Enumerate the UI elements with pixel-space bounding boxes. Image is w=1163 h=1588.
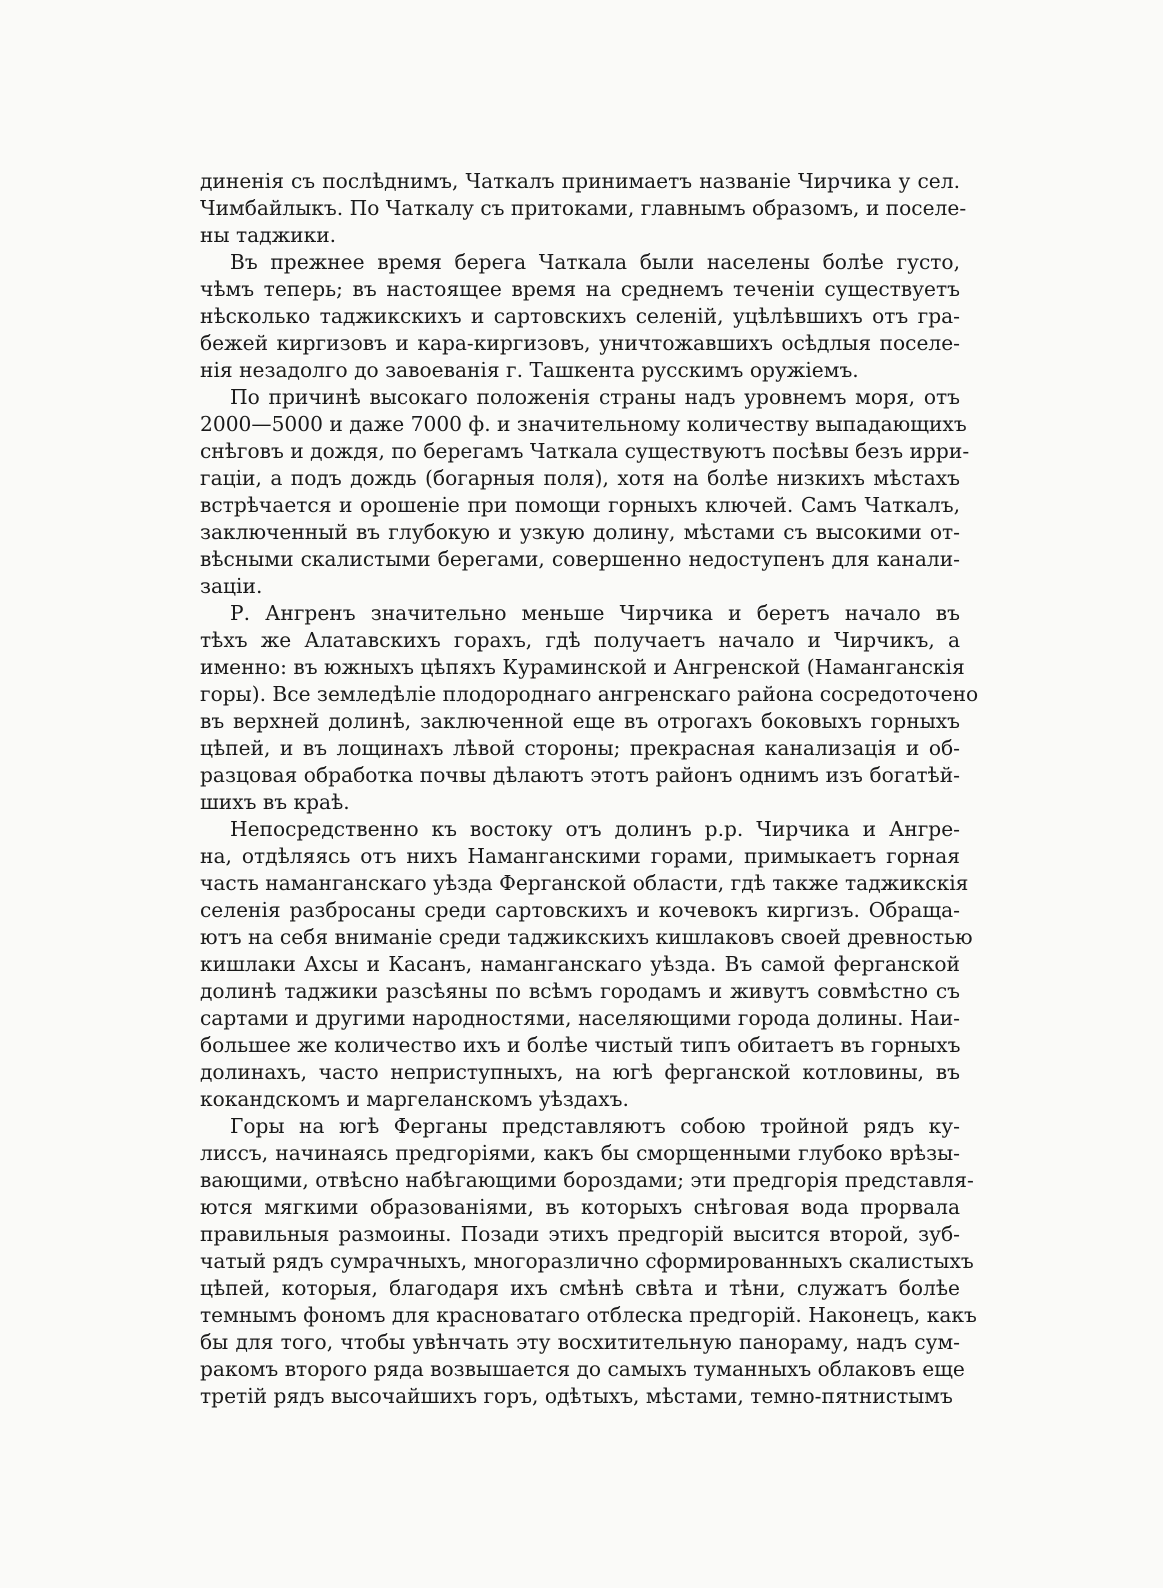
text-line: нѣсколько таджикскихъ и сартовскихъ селеній, уцѣлѣвшихъ отъ гра-: [200, 304, 960, 328]
text-line: Чимбайлыкъ. По Чаткалу съ притоками, главнымъ образомъ, и поселе-: [200, 196, 967, 220]
text-line: ютъ на себя вниманіе среди таджикскихъ кишлаковъ своей древностью: [200, 925, 973, 949]
text-line: ются мягкими образованіями, въ которыхъ снѣговая вода прорвала: [200, 1195, 960, 1219]
text-line: большее же количество ихъ и болѣе чистый типъ обитаетъ въ горныхъ: [200, 1033, 961, 1057]
text-line: гаціи, а подъ дождь (богарныя поля), хотя на болѣе низкихъ мѣстахъ: [200, 466, 960, 490]
text-line: часть наманганскаго уѣзда Ферганской области, гдѣ также таджикскія: [200, 871, 969, 895]
text-line: Непосредственно къ востоку отъ долинъ р.р. Чирчика и Ангре-: [230, 817, 960, 841]
text-line: чатый рядъ сумрачныхъ, многоразлично сформированныхъ скалистыхъ: [200, 1249, 974, 1273]
text-line: снѣговъ и дождя, по берегамъ Чаткала существуютъ посѣвы безъ ирри-: [200, 439, 970, 463]
text-line: Въ прежнее время берега Чаткала были населены болѣе густо,: [230, 250, 960, 274]
text-line: ны таджики.: [200, 223, 337, 247]
paragraph: [200, 1113, 977, 1410]
text-line: кокандскомъ и маргеланскомъ уѣздахъ.: [200, 1087, 629, 1111]
text-line: вающими, отвѣсно набѣгающими бороздами; эти предгорія представля-: [200, 1168, 974, 1192]
text-line: Горы на югѣ Ферганы представляютъ собою тройной рядъ ку-: [230, 1114, 960, 1138]
text-line: горы). Все земледѣліе плодороднаго ангренскаго района сосредоточено: [200, 682, 979, 706]
paragraph: [200, 600, 979, 816]
text-line: ракомъ второго ряда возвышается до самыхъ туманныхъ облаковъ еще: [200, 1357, 965, 1381]
text-line: кишлаки Ахсы и Касанъ, наманганскаго уѣзда. Въ самой ферганской: [200, 952, 960, 976]
text-line: цѣпей, и въ лощинахъ лѣвой стороны; прекрасная канализація и об-: [200, 736, 960, 760]
paragraph: [200, 168, 967, 249]
text-line: тѣхъ же Алатавскихъ горахъ, гдѣ получаетъ начало и Чирчикъ, а: [200, 628, 960, 652]
text-line: бежей киргизовъ и кара-киргизовъ, уничтожавшихъ осѣдлыя поселе-: [200, 331, 960, 355]
text-line: лиссъ, начинаясь предгоріями, какъ бы сморщенными глубоко врѣзы-: [200, 1141, 960, 1165]
text-line: встрѣчается и орошеніе при помощи горныхъ ключей. Самъ Чаткалъ,: [200, 493, 960, 517]
text-line: долинахъ, часто неприступныхъ, на югѣ ферганской котловины, въ: [200, 1060, 960, 1084]
text-line: селенія разбросаны среди сартовскихъ и кочевокъ киргизъ. Обраща-: [200, 898, 960, 922]
text-line: чѣмъ теперь; въ настоящее время на среднемъ теченіи существуетъ: [200, 277, 960, 301]
text-line: нія незадолго до завоеванія г. Ташкента русскимъ оружіемъ.: [200, 358, 859, 382]
text-line: По причинѣ высокаго положенія страны надъ уровнемъ моря, отъ: [230, 385, 960, 409]
paragraph: [200, 384, 970, 600]
text-line: третій рядъ высочайшихъ горъ, одѣтыхъ, мѣстами, темно-пятнистымъ: [200, 1384, 953, 1408]
text-line: разцовая обработка почвы дѣлаютъ этотъ районъ однимъ изъ богатѣй-: [200, 763, 960, 787]
text-line: диненія съ послѣднимъ, Чаткалъ принимаетъ названіе Чирчика у сел.: [200, 169, 960, 193]
text-line: правильныя размоины. Позади этихъ предгорій высится второй, зуб-: [200, 1222, 960, 1246]
text-line: въ верхней долинѣ, заключенной еще въ отрогахъ боковыхъ горныхъ: [200, 709, 960, 733]
text-line: бы для того, чтобы увѣнчать эту восхитительную панораму, надъ сум-: [200, 1330, 960, 1354]
text-line: вѣсными скалистыми берегами, совершенно недоступенъ для канали-: [200, 547, 960, 571]
text-line: на, отдѣляясь отъ нихъ Наманганскими горами, примыкаетъ горная: [200, 844, 960, 868]
text-line: долинѣ таджики разсѣяны по всѣмъ городамъ и живутъ совмѣстно съ: [200, 979, 960, 1003]
text-line: сартами и другими народностями, населяющими города долины. Наи-: [200, 1006, 960, 1030]
text-line: шихъ въ краѣ.: [200, 790, 350, 814]
text-line: заціи.: [200, 574, 263, 598]
paragraph: [200, 816, 973, 1113]
text-line: заключенный въ глубокую и узкую долину, мѣстами съ высокими от-: [200, 520, 960, 544]
text-line: темнымъ фономъ для красноватаго отблеска предгорій. Наконецъ, какъ: [200, 1303, 977, 1327]
text-line: именно: въ южныхъ цѣпяхъ Кураминской и Ангренской (Наманганскія: [200, 655, 965, 679]
paragraph: [200, 249, 960, 384]
text-line: Р. Ангренъ значительно меньше Чирчика и беретъ начало въ: [230, 601, 960, 625]
text-line: цѣпей, которыя, благодаря ихъ смѣнѣ свѣта и тѣни, служатъ болѣе: [200, 1276, 960, 1300]
page-body-text: [200, 168, 979, 1410]
text-line: 2000—5000 и даже 7000 ф. и значительному количеству выпадающихъ: [200, 412, 967, 436]
